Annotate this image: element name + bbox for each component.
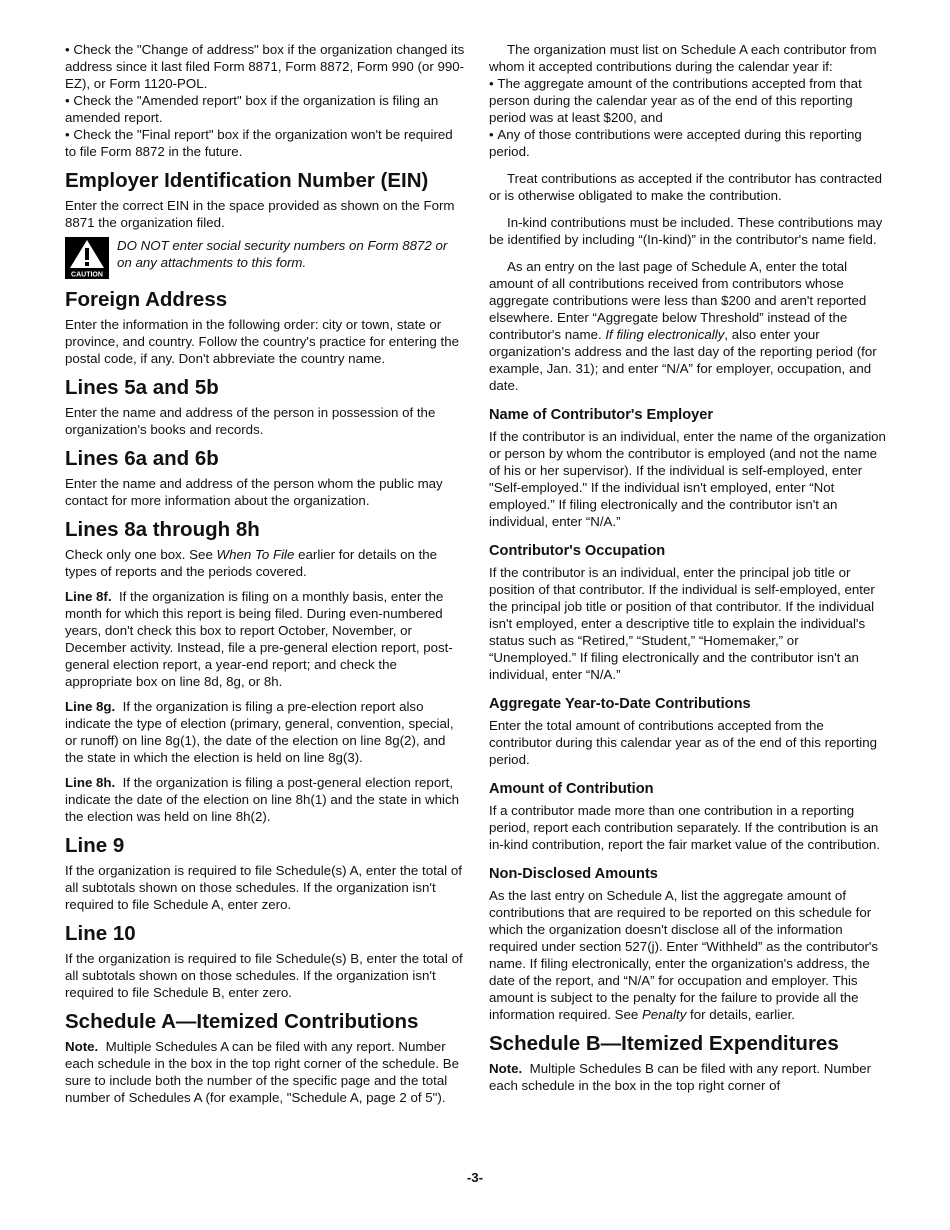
bullet-accepted-period: • Any of those contributions were accepted during this reporting period. xyxy=(489,126,886,160)
heading-ein: Employer Identification Number (EIN) xyxy=(65,169,429,192)
last-page-text: As an entry on the last page of Schedule A, enter the total amount of all contributions received from contributors whose aggregate contributions were less than $200 and aren't reported elsewhere. Enter “Aggregate below Threshold” instead of the contributor's name. If filing electronically, also enter your organization's address and the last day of the reporting period (for example, Jan. 31); and enter “N/A” for employer, occupation, and date. xyxy=(489,259,877,393)
caution-icon xyxy=(65,237,109,279)
heading-non-disclosed-amounts: Non-Disclosed Amounts xyxy=(489,866,658,882)
line-8f-label: Line 8f. xyxy=(65,589,112,604)
when-to-file-ref: When To File xyxy=(216,547,295,562)
line-9-text: If the organization is required to file Schedule(s) A, enter the total of all subtotals shown on those schedules. If the organization isn't required to file Schedule A, enter zero. xyxy=(65,863,462,912)
heading-aggregate-ytd: Aggregate Year-to-Date Contributions xyxy=(489,696,751,712)
contributor-employer-text: If the contributor is an individual, enter the name of the organization or person by whom the contributor is employed (and not the name of his or her supervisor). If the individual is self-employed, enter "Self-employed." If the individual isn't employed, enter “Not employed.” If filing electronically and the contributor isn't an individual, enter “N/A.” xyxy=(489,429,886,529)
left-column xyxy=(65,41,465,1106)
heading-contributor-employer: Name of Contributor's Employer xyxy=(489,407,714,423)
line-8h-paragraph: Line 8h. If the organization is filing a post-general election report, indicate the date of the election on line 8h(1) and the state in which the election was held on line 8h(2). xyxy=(65,775,459,824)
in-kind-text: In-kind contributions must be included. These contributions may be identified by including “(In-kind)” in the contributor's name field. xyxy=(489,215,883,247)
lines-6-text: Enter the name and address of the person whom the public may contact for more information about the organization. xyxy=(65,476,443,508)
right-column xyxy=(489,41,886,1094)
heading-schedule-b: Schedule B—Itemized Expenditures xyxy=(489,1032,839,1055)
schedule-a-note: Note. Multiple Schedules A can be filed with any report. Number each schedule in the box in the top right corner of the schedule. Be sure to include both the number of the specific page and the total number of Schedules A (for example, "Schedule A, page 2 of 5"). xyxy=(65,1039,459,1105)
schedule-a-intro: The organization must list on Schedule A each contributor from whom it accepted contributions during the calendar year if: xyxy=(489,42,877,74)
bullet-change-of-address: • Check the "Change of address" box if the organization changed its address since it last filed Form 8871, Form 8872, Form 990 (or 990-EZ), or Form 1120-POL. xyxy=(65,41,465,92)
bullet-amended-report: • Check the "Amended report" box if the organization is filing an amended report. xyxy=(65,92,465,126)
if-filing-electronically: If filing electronically xyxy=(605,327,725,342)
caution-text: DO NOT enter social security numbers on Form 8872 or on any attachments to this form. xyxy=(117,238,448,270)
ein-text: Enter the correct EIN in the space provided as shown on the Form 8871 the organization filed. xyxy=(65,198,455,230)
treat-contributions-text: Treat contributions as accepted if the contributor has contracted or is otherwise obligated to make the contribution. xyxy=(489,171,882,203)
schedule-a-note-label: Note. xyxy=(65,1039,99,1054)
page-number: -3- xyxy=(466,1170,484,1185)
heading-lines-5a-5b: Lines 5a and 5b xyxy=(65,376,219,399)
line-10-text: If the organization is required to file Schedule(s) B, enter the total of all subtotals shown on those schedules. If the organization isn't required to file Schedule B, enter zero. xyxy=(65,951,463,1000)
schedule-b-note: Note. Multiple Schedules B can be filed with any report. Number each schedule in the box in the top right corner of xyxy=(489,1061,872,1093)
heading-amount-of-contribution: Amount of Contribution xyxy=(489,781,654,797)
contributor-occupation-text: If the contributor is an individual, enter the principal job title or position of that contributor. If the individual is self-employed, enter the principal job title or position of that contributor. If the individual isn't employed, enter a descriptive title to explain the individual's status such as “Retired,” “Student,” “Homemaker,” or “Unemployed.” If filing electronically and the contributor isn't an individual, enter “N/A.” xyxy=(489,565,875,682)
heading-lines-8a-8h: Lines 8a through 8h xyxy=(65,518,260,541)
line-8g-label: Line 8g. xyxy=(65,699,116,714)
caution-box xyxy=(65,237,465,279)
aggregate-ytd-text: Enter the total amount of contributions accepted from the contributor during this calendar year as of the end of this reporting period. xyxy=(489,718,878,767)
non-disclosed-text: As the last entry on Schedule A, list the aggregate amount of contributions that are required to be reported on this schedule for which the organization doesn't disclose all of the information required under section 527(j). Enter “Withheld” as the contributor's name. If filing electronically, enter the organization's address, the date of the report, and “N/A” for occupation and employer. This amount is subject to the penalty for the failure to provide all the information required. See Penalty for details, earlier. xyxy=(489,888,879,1022)
schedule-b-note-label: Note. xyxy=(489,1061,523,1076)
heading-line-9: Line 9 xyxy=(65,834,125,857)
foreign-address-text: Enter the information in the following order: city or town, state or province, and country. Follow the country's practice for entering the postal code, if any. Don't abbreviate the country name. xyxy=(65,317,460,366)
penalty-ref: Penalty xyxy=(642,1007,687,1022)
line-8h-label: Line 8h. xyxy=(65,775,116,790)
heading-lines-6a-6b: Lines 6a and 6b xyxy=(65,447,219,470)
lines-5-text: Enter the name and address of the person in possession of the organization's books and records. xyxy=(65,405,436,437)
bullet-final-report: • Check the "Final report" box if the organization won't be required to file Form 8872 in the future. xyxy=(65,126,465,160)
heading-foreign-address: Foreign Address xyxy=(65,288,228,311)
caution-label: CAUTION xyxy=(71,271,103,279)
heading-line-10: Line 10 xyxy=(65,922,136,945)
heading-contributor-occupation: Contributor's Occupation xyxy=(489,543,666,559)
heading-schedule-a: Schedule A—Itemized Contributions xyxy=(65,1010,419,1033)
amount-of-contribution-text: If a contributor made more than one contribution in a reporting period, report each contribution separately. If the contribution is an in-kind contribution, report the fair market value of the contribution. xyxy=(489,803,880,852)
line-8g-paragraph: Line 8g. If the organization is filing a pre-election report also indicate the type of election (primary, general, convention, special, or runoff) on line 8g(1), the date of the election on line 8g(2), and the state in which the election is held on line 8g(3). xyxy=(65,699,454,765)
lines-8-text: Check only one box. See When To File earlier for details on the types of reports and the periods covered. xyxy=(65,547,438,579)
line-8f-paragraph: Line 8f. If the organization is filing on a monthly basis, enter the month for which this report is being filed. During even-numbered years, don't check this box to report October, November, or December activity. Instead, file a pre-general election report, post-general election report, a year-end report; and check the appropriate box on line 8d, 8g, or 8h. xyxy=(65,589,453,689)
bullet-aggregate-200: • The aggregate amount of the contributions accepted from that person during the calendar year as of the end of this reporting period was at least $200, and xyxy=(489,75,886,126)
